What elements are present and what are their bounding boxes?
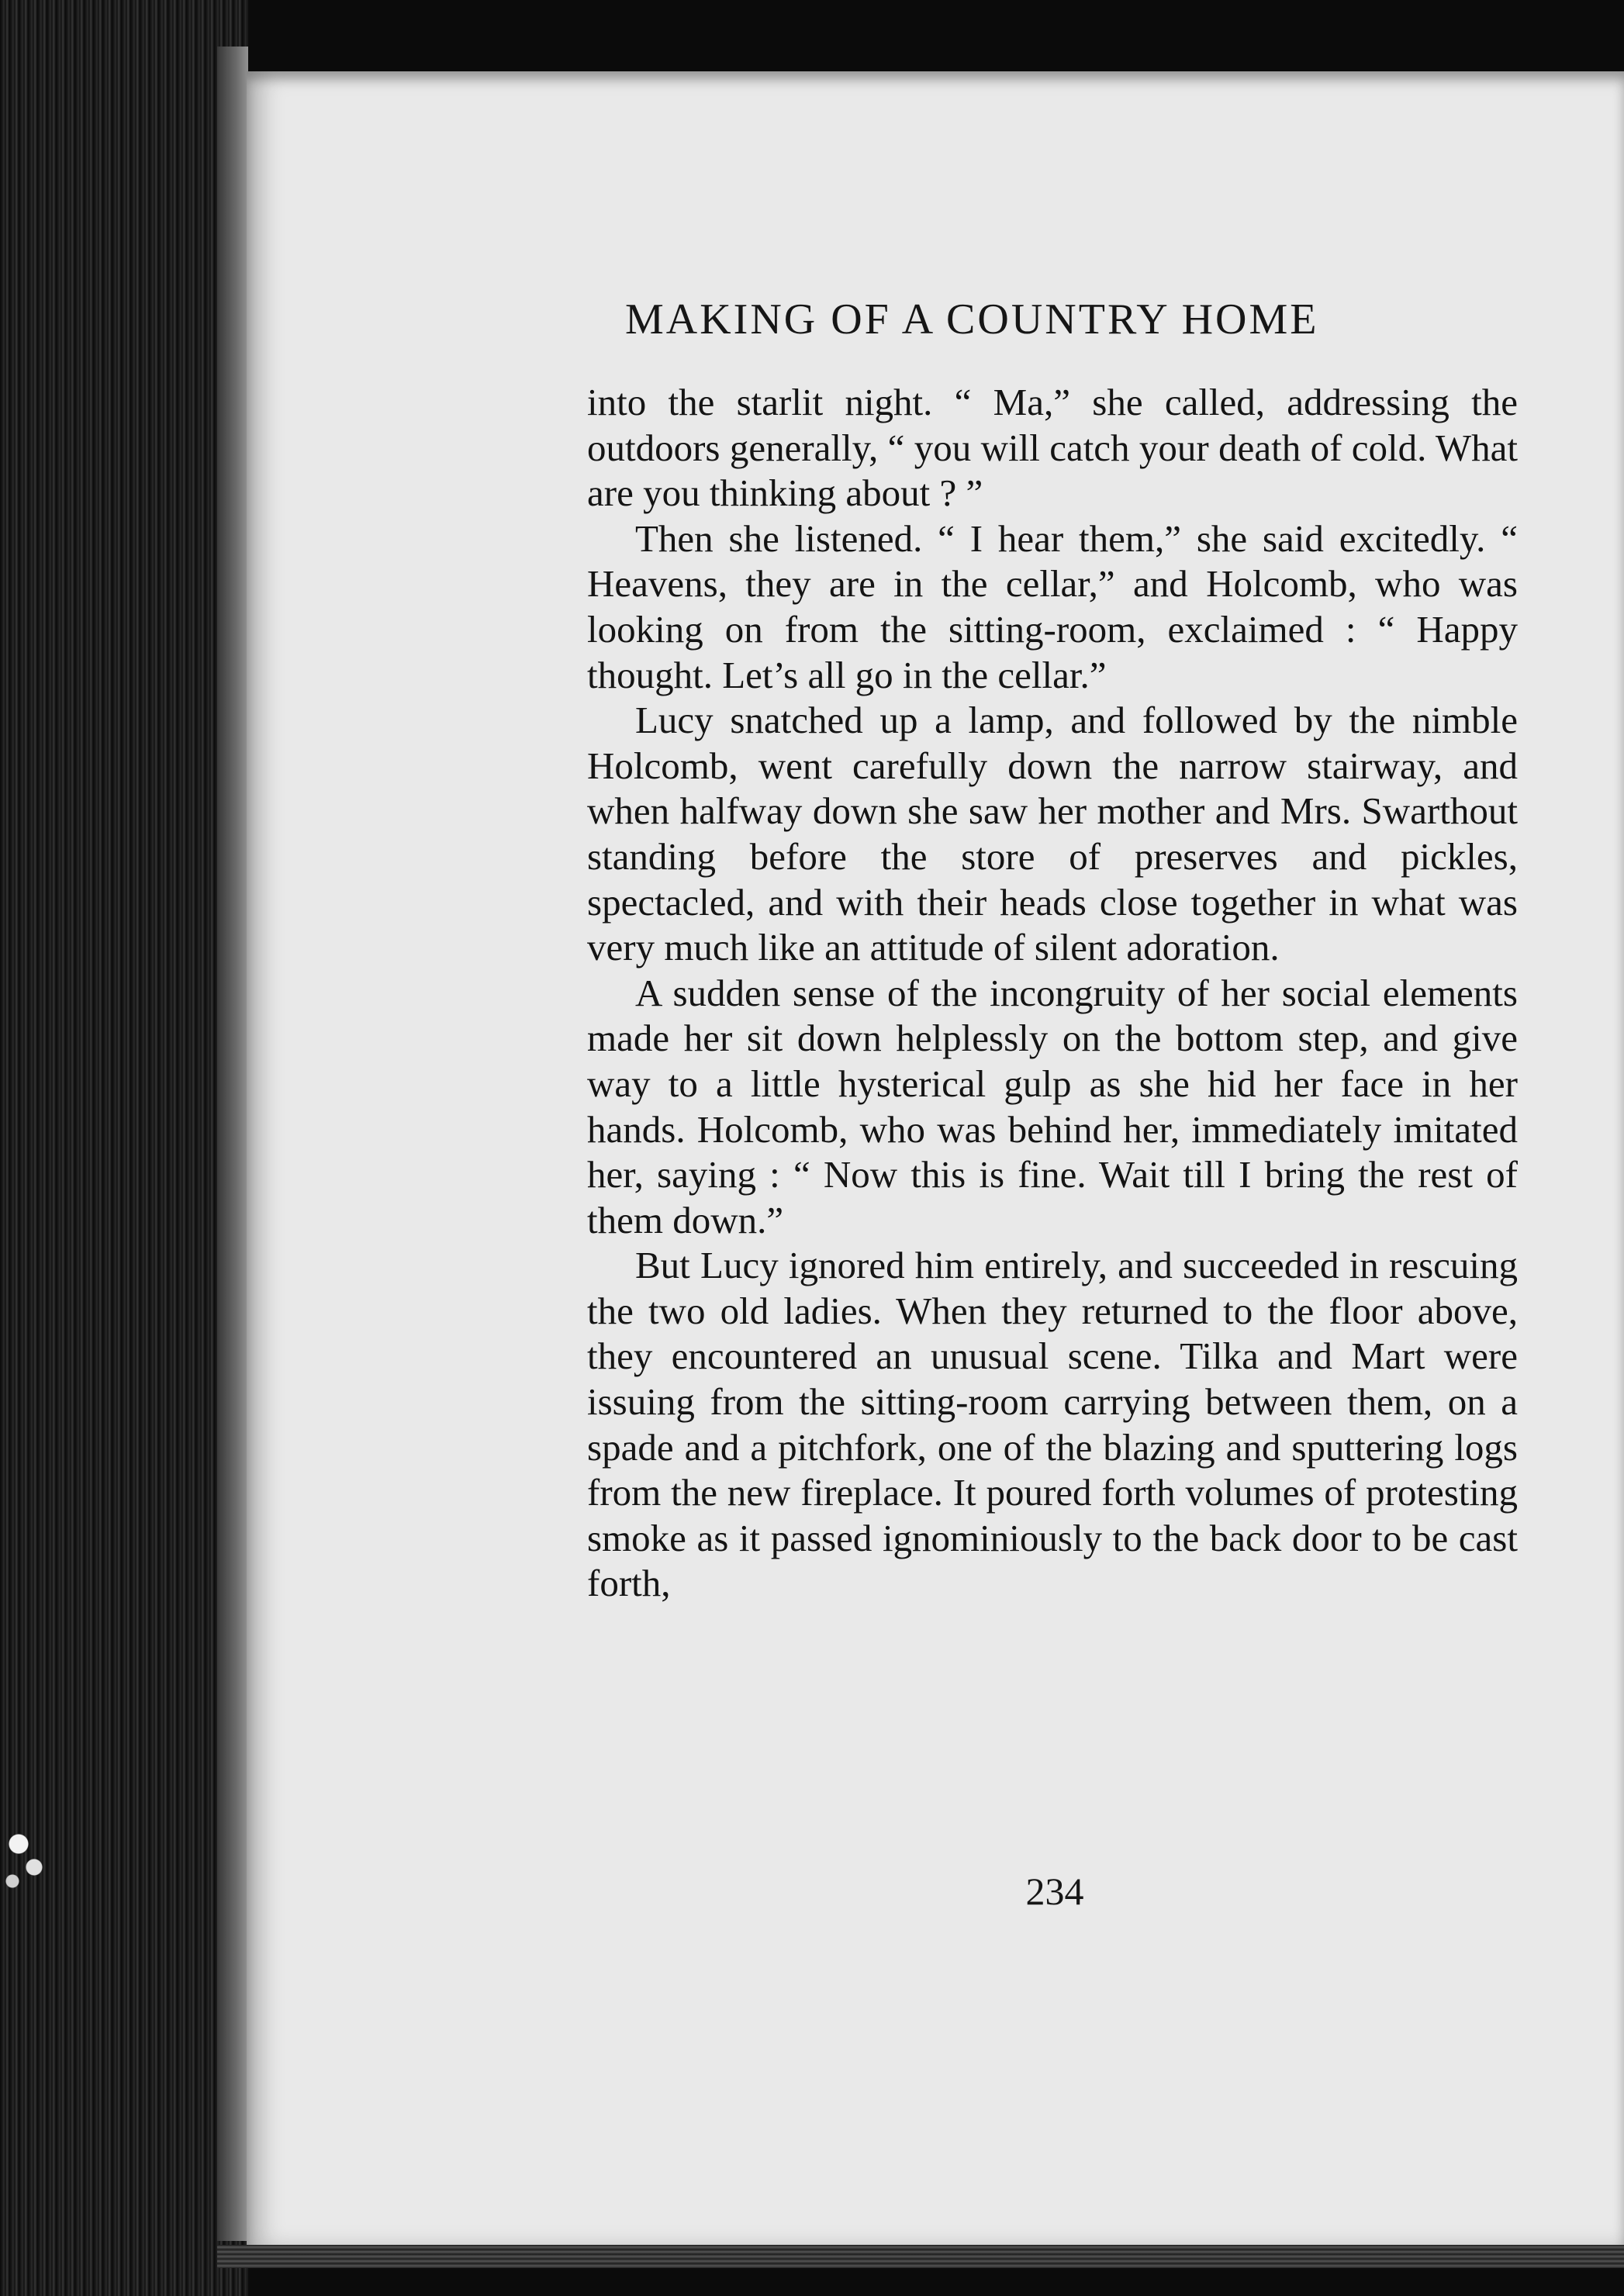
paragraph: Lucy snatched up a lamp, and followed by the nimble Holcomb, went carefully down the narrow stairway, and when halfway down she saw her mother and Mrs. Swarthout standing before the store of preserves and pickles, spectacled, and with their heads close together in what was very much like an attitude of silent adoration. xyxy=(587,699,1518,969)
body-text xyxy=(587,380,1518,1607)
running-head: MAKING OF A COUNTRY HOME xyxy=(625,295,1319,344)
scan-smudge xyxy=(0,1807,62,1900)
book-fore-edge xyxy=(0,0,248,2296)
paragraph: But Lucy ignored him entirely, and succeeded in rescuing the two old ladies. When they returned to the floor above, they encountered an unusual scene. Tilka and Mart were issuing from the sitting-room carrying between them, on a spade and a pitchfork, one of the blazing and sputtering logs from the new fireplace. It poured forth volumes of protesting smoke as it passed ignominiously to the back door to be cast forth, xyxy=(587,1244,1518,1605)
page-number: 234 xyxy=(1025,1870,1084,1913)
paragraph: A sudden sense of the incongruity of her social elements made her sit down helplessly on the bottom step, and give way to a little hysterical gulp as she hid her face in her hands. Holcomb, who was behind her, immediately imitated her, saying : “ Now this is fine. Wait till I bring the rest of them down.” xyxy=(587,971,1518,1241)
paragraph: into the starlit night. “ Ma,” she called, addressing the outdoors generally, “ you will catch your death of cold. What are you thinking about ? ” xyxy=(587,381,1518,515)
book-bottom-edge xyxy=(217,2245,1624,2268)
paragraph: Then she listened. “ I hear them,” she said excitedly. “ Heavens, they are in the cellar,” and Holcomb, who was looking on from the sitting-room, exclaimed : “ Happy thought. Let’s all go in the cellar.” xyxy=(587,516,1518,696)
